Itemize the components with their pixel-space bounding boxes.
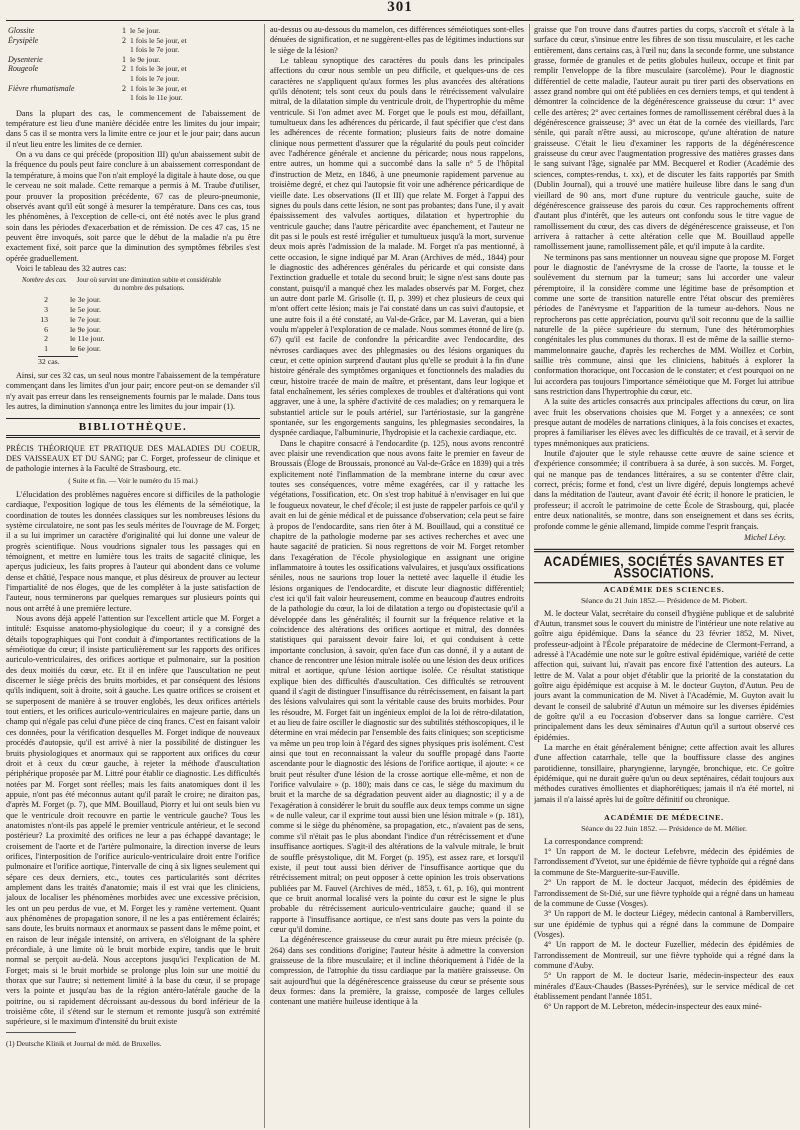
case-count: 1 bbox=[122, 26, 126, 35]
academy-medecine-title: ACADÉMIE DE MÉDECINE. bbox=[604, 813, 724, 823]
drop-day: le 5e jour. bbox=[70, 305, 101, 315]
table-row bbox=[22, 295, 260, 305]
case-count: 2 bbox=[122, 83, 126, 93]
paragraph: Ne terminons pas sans mentionner un nouveau signe que propose M. Forget pour le diagnostic de l'anévrysme de la crosse de l'aorte, la tousse et le soulèvement du sternum par la tumeur; sans lui accorder une valeur péremptoire, il la considère comme une légitime base de présomption et comme une sorte de transition naturelle entre l'état obscur des premières périodes de l'anévrysme et l'apparition de la tumeur au-dehors. Nous ne reprocherons pas cette appréciation, pourvu qu'il soit reconnu que de la saillie naturelle de la pièce supérieure du sternum, l'une des hétéromorphies congénitales les plus communes du thorax. Il est de même de la saillie sterno-mammelonnaire gauche, d'après les recherches de MM. Woillez et Corbin, saillie très commune, ainsi que les cliniciens, habitués à explorer la conformation thoracique, ont l'occasion de le constater; et c'est pourquoi on ne lui accordera pas toujours l'importance séméiotique que M. Forget lui attribue sans restriction dans l'hypertrophie du cœur, etc. bbox=[534, 252, 794, 397]
case-day: 1 fois le 7e jour. bbox=[130, 73, 180, 83]
drop-day: le 11e jour. bbox=[70, 334, 105, 344]
drop-day: le 9e jour. bbox=[70, 324, 101, 334]
list-item: 5° Un rapport de M. le docteur Isarie, médecin-inspecteur des eaux minérales d'Eaux-Chaudes (Basses-Pyrénées), sur le service médical de cet établissement pendant l'année 1851. bbox=[534, 971, 794, 1001]
case-count: 3 bbox=[44, 305, 48, 315]
footnote: (1) Deutsche Klinik et Journal de méd. de Bruxelles. bbox=[6, 1038, 162, 1048]
paragraph: au-dessus ou au-dessous du mamelon, ces différences séméiotiques sont-elles dénuées de signification, et ne suggèrent-elles pas de légitimes inductions sur le siège de la lésion? bbox=[270, 25, 524, 55]
case-count: 1 bbox=[122, 54, 126, 64]
case-count: 2 bbox=[44, 295, 48, 305]
book-title: PRÉCIS THÉORIQUE ET PRATIQUE DES MALADIES DU COEUR, DES VAISSEAUX ET DU SANG; par C. Forget, professeur de clinique et de pathologie internes à la Faculté de Strasbourg, etc. bbox=[6, 443, 260, 474]
table-row bbox=[22, 305, 260, 315]
column-1 bbox=[6, 25, 260, 1127]
paragraph: La dégénérescence graisseuse du cœur aurait pu être mieux précisée (p. 264) dans ses conditions d'origine; l'auteur hésite à admettre la conversion graisseuse de la fibre musculaire; et il incline théoriquement à l'idée de la compression, de l'atrophie du tissu cardiaque par la matière graisseuse. On sait aujourd'hui que la dégénérescence graisseuse du cœur se présente sous deux formes: dans la première, la graisse, composée de larges cellules contenant une matière huileuse identique à la bbox=[270, 935, 524, 1007]
list-item: 2° Un rapport de M. le docteur Jacquot, médecin des épidémies de l'arrondissement de St-Dié, sur une fièvre typhoïde qui a régné dans un hameau de la commune de Cusse (Vosges). bbox=[534, 878, 794, 908]
table-row bbox=[6, 45, 260, 55]
case-day: le 5e jour. bbox=[130, 26, 161, 35]
case-day: 1 fois le 7e jour. bbox=[130, 45, 180, 55]
table-row bbox=[22, 344, 260, 354]
case-day: 1 fois le 11e jour. bbox=[130, 93, 183, 103]
case-count: 13 bbox=[40, 314, 48, 324]
table-header: Nombre des cas. bbox=[22, 277, 67, 285]
paragraph: Voici le tableau des 32 autres cas: bbox=[16, 263, 127, 273]
section-title-bibliotheque: BIBLIOTHÈQUE. bbox=[6, 418, 260, 437]
table-row bbox=[6, 64, 260, 74]
list-item: 1° Un rapport de M. le docteur Lefebvre, médecin des épidémies de l'arrondissement d'Yvetot, sur une épidémie de fièvre typhoïde qui a régné dans la commune de Ste-Marguerite-sur-Fauville. bbox=[534, 847, 794, 877]
table-row bbox=[6, 74, 260, 84]
column-2 bbox=[270, 25, 524, 1127]
table-row bbox=[6, 84, 260, 94]
author-signature: Michel Lévy. bbox=[744, 532, 786, 542]
case-disease: Dysenterie bbox=[8, 54, 43, 64]
table-header: Jour où survint une diminution subite et considérable du nombre des pulsations. bbox=[76, 277, 222, 293]
case-disease: Glossite bbox=[8, 26, 35, 35]
case-count: 6 bbox=[44, 324, 48, 334]
paragraph: M. le docteur Valat, secrétaire du conseil d'hygiène publique et de salubrité d'Autun, transmet sous le couvert du ministre de l'intérieur une note relative au goître aigu épidémique. Dans la séance du 23 février 1852, M. Nivet, professeur-adjoint à l'École préparatoire de médecine de Clermont-Ferrand, a adressé à l'Académie une note sur le goître estival épidémique, variété de cette affection qui, suivant lui, n'avait pas encore fixé l'attention des auteurs. La lettre de M. Valat a pour objet d'établir que la priorité de la constatation du goître aigu épidémique est acquise à M. le docteur Guyton, d'Autun. Peu de jours avant la communication de M. Nivet à l'Académie, M. Guyton avait lu devant le conseil de salubrité d'Autun un mémoire sur les diverses épidémies de goître qu'il a eu l'occasion d'observer dans sa longue carrière. C'est principalement dans les deux séminaires d'Autun qu'il a surtout observé ces épidémies. bbox=[534, 608, 794, 742]
column-divider bbox=[529, 24, 530, 1128]
case-day: 1 fois le 5e jour, et bbox=[130, 35, 187, 45]
case-disease: Fièvre rhumatismale bbox=[8, 83, 75, 93]
header-rule bbox=[6, 20, 794, 21]
list-item: 6° Un rapport de M. Lebreton, médecin-inspecteur des eaux miné- bbox=[544, 1002, 762, 1012]
paragraph: La correspondance comprend: bbox=[544, 836, 644, 846]
table-row bbox=[22, 325, 260, 335]
footnote-rule bbox=[6, 1032, 76, 1033]
table-row bbox=[6, 93, 260, 103]
academy-sciences-title: ACADÉMIE DES SCIENCES. bbox=[603, 584, 725, 594]
paragraph: graisse que l'on trouve dans d'autres parties du corps, s'accroît et s'étale à la surface du cœur, s'insinue entre les fibres de son tissu musculaire, et les cache entièrement, dans certains cas, à l'œil nu; dans la seconde forme, une substance grasse, formée de granules et de petits globules huileux, occupe et finit par remplir l'enveloppe de la fibre musculaire (sarcolème). Pour le diagnostic différentiel de cette maladie, l'auteur aurait pu tirer parti des observations en assez grand nombre qui ont été publiées en ces derniers temps, et qui tendent à démontrer la coïncidence de la dégénérescence graisseuse du cœur: 1° avec celle des artères; 2° avec certaines formes de ramollissement cérébral dues à la dégénérescence graisseuse; 3° avec un état de la cornée des vieillards, l'arc sénile, qui paraît n'être aussi, au microscope, qu'une altération de nature graisseuse. C'était le lieu d'examiner les rapports de la dégénérescence graisseuse du cœur avec l'augmentation progressive des matières grasses dans le sang suivant l'âge, signalée par MM. Becquerel et Rodier (Académie des sciences, comptes-rendus, t. xx), et de discuter les faits rapportés par Smith (Dublin Journal), qui a trouvé une matière huileuse libre dans le sang d'un vieillard de 90 ans, mort d'une rupture du ventricule gauche, suite de dégénérescence graisseuse des parois du cœur. Ces rapprochements offrent d'autant plus d'intérêt, que les auteurs ont confondu sous le titre vague de ramollissement du cœur, des cas divers de dégénérescence graisseuse, et l'on arrivera à rattacher à cette altération celle que M. Bouillaud appelle ramollissement jaune, ramollissement pâle, et qu'il impute à la cardite. bbox=[534, 25, 794, 252]
table-row bbox=[6, 55, 260, 65]
case-day: 1 fois le 3e jour, et bbox=[130, 83, 187, 93]
drop-day: le 6e jour. bbox=[70, 344, 101, 354]
paragraph: Nous avons déjà appelé l'attention sur l'excellent article que M. Forget a intitulé: Esquisse anatomo-physiologique du coeur; il y a consigné des détails topographiques qui l'ont conduit à d'importantes rectifications de la séméiotique du cœur; il insiste particulièrement sur les rapports des orifices auriculo-ventriculaires, des orifices aortique et pulmonaire, sur la position des deux moitiés du cœur, etc. Et il en infère que l'auscultation ne peut discerner le siège précis des bruits morbides, et par conséquent des lésions qu'ils indiquent, soit à droite, soit à gauche. Les quatre orifices se croisent et se superposent de manière à se trouver englobés, les deux orifices artériels tout entiers, et les orifices auriculo-ventriculaires en majeure partie, dans un champ qui n'égale pas celui d'une pièce de cinq francs. C'est en faisant valoir ces données, pour la vérification desquelles M. Forget indique de nouveaux procédés d'autopsie, qu'il est arrivé à nier la possibilité de distinguer les bruits physiologiques et anormaux qui se rapportent aux orifices du cœur droit et à ceux du cœur gauche, à rejeter la méthode d'auscultation périphérique proposée par M. Littré pour établir ce diagnostic. Les difficultés notées par M. Forget sont réelles; mais les faits anatomiques dont il les appuie, n'ont pas été méconnus autant qu'il paraît le croire; ne diraiton pas, d'après M. Forget (p. 7), que MM. Bouillaud, Piorry et lui ont seuls bien vu que le ventricule droit recouvre en partie le ventricule gauche? Tous les anatomistes n'ont-ils pas appelé le premier ventricule antérieur, et le second postérieur? La proximité des orifices ne leur a pas échappé davantage; le croisement de l'aorte et de l'artère pulmonaire, la direction inverse de leurs orifices, l'interposition de l'orifice auriculo-ventriculaire droit entre l'orifice pulmonaire et l'orifice aortique, l'intervalle de cinq à six lignes seulement qui sépare ces deux derniers, etc., toutes ces particularités sont décrites amplement dans les traités d'anatomie; mais il est vrai que les cliniciens, jaloux de localiser les phénomènes morbides avec une excessive précision, les ont un peu perdus de vue, et M. Forget les y ramène vertement. Quant aux phénomènes de propagation sonore, il ne les a pas entièrement éclairés; sans doute, les bruits normaux et anormaux se passent dans le même point, et en raison de leur inégale intensité, on arrivera, en s'éloignant de la sphère précordiale, à une limite où le bruit morbide expire, tandis que le bruit normal se perçoit au-delà. Nous acceptons jusqu'ici l'explication de M. Forget; mais si le bruit morbide se prolonge plus loin sur une moitié du thorax que sur l'autre; si nettement limité à la base du cœur, il se propage vers la pointe et jusqu'au bas de la région antéro-latérale gauche de la poitrine, ou si rapidement décroissant au-dessous du bord inférieur de la troisième côte, il s'étend sur le sternum et remonte jusqu'à son extrémité supérieure, si le maximum d'intensité du bruit existe bbox=[6, 614, 260, 1027]
pulse-drop-table bbox=[22, 277, 260, 367]
table-row bbox=[22, 315, 260, 325]
cases-table bbox=[6, 26, 260, 103]
paragraph: Ainsi, sur ces 32 cas, un seul nous montre l'abaissement de la température commençant dans les limites d'un jour pair; encore peut-on se demander s'il n'y avait pas erreur dans les renseignements fournis par le malade. Dans tous les autres, la diminution s'annonça entre les limites du jour impair (1). bbox=[6, 370, 260, 411]
column-3 bbox=[534, 25, 794, 1127]
table-row bbox=[22, 334, 260, 344]
paragraph: A la suite des articles consacrés aux principales affections du cœur, on lira avec fruit les observations choisies que M. Forget y a annexées; ce sont presque autant de modèles de narrations cliniques, à la fois concises et exactes, propres à familiariser les élèves avec les difficultés de ce travail, et à servir de types mnémoniques aux praticiens. bbox=[534, 397, 794, 448]
paragraph: Le tableau synoptique des caractères du pouls dans les principales affections du cœur nous semble un peu difficile, et quelques-uns de ces caractères ne s'appliquent qu'aux formes les plus avancées des altérations qu'ils dénotent; tels sont ceux du pouls dans le rétrécissement valvulaire mitral, de la dilatation simple du ventricule droit, de l'hypertrophie du même ventricule. Si l'on admet avec M. Forget que le pouls est mou, défaillant, tumultueux dans les adhérences du péricarde, il faut spécifier que c'est dans les adhérences de récente formation; plusieurs faits de notre domaine clinique nous permettent d'assurer que la régularité du pouls peut coïncider avec l'adhérence générale et ancienne du péricarde; nous nous rappelons, entre autres, un homme qui a succombé dans la salle n° 5 de l'hôpital d'instruction de Metz, en 1846, à une pneumonie rapidement parvenue au troisième degré, et chez qui l'autopsie fit voir une adhérence péricardique de vieille date. Les observations (II et III) que relate M. Forget à l'appui des signes du pouls dans cette lésion, ne sont pas probantes; dans l'une, il y avait épaississement des valvules aortiques, dilatation et hypertrophie du ventricule gauche; dans l'autre péricardite avec épanchement, et l'auteur ne dit pas si le pouls est resté irrégulier et tumultueux jusqu'à la mort, survenue deux mois après l'admission de la malade. M. Forget n'a pas mentionné, à cette occasion, le signe indiqué par M. Aran (Archives de méd., 1844) pour le diagnostic des adhérences générales du péricarde et qui consiste dans l'extinction graduelle et totale du second bruit; le signe n'est sans doute pas constant, puisqu'il a manqué chez les malades observés par M. Forget, chez un autre dont parle M. Grisolle (t. II, p. 399) et chez plusieurs de ceux qui m'ont offert cette lésion; mais je l'ai constaté dans un cas suivi d'autopsie, et une autre fois il a été constaté, au Val-de-Grâce, par M. Laveran, qui a bien voulu m'appeler à l'exploration de ce malade. Nous sommes étonné de lire (p. 67) qu'il est facile de confondre la péricardite avec l'endocardite, des névroses cardiaques avec des phlegmasies ou des lésions organiques du cœur, et cette opinion surprend d'autant plus qu'elle se produit à la fin d'une histoire générale des symptômes organiques et fonctionnels des maladies du cœur, histoire tracée de main de maître, et présentant, dans leur logique et fatal enchaînement, les séries complexes de troubles et d'altérations qui vont aggraver, une à une, la sphère d'activité de ces maladies; on y remarquera le substantiel article sur le pouls artériel, sur l'artériostasie, sur la gangrène spontanée, sur les engorgements sanguins, les phlegmasies secondaires, la dyspnée cardiaque, l'albuminurie, l'hydropisie et la cachexie cardiaque, etc. bbox=[270, 56, 524, 438]
drop-day: le 7e jour. bbox=[70, 314, 101, 324]
table-total: 32 cas. bbox=[38, 357, 60, 367]
paragraph: La marche en était généralement bénigne; cette affection avait les allures d'une affection catarrhale, telle que la bouffissure classe des angines parotidienne, tonsillaire, pharyngienne, laryngée, bronchique, etc. Ce goître épidémique, qui ne durait guère qu'un ou deux septénaires, cédait toujours aux méthodes curatives émollientes et diaphorétiques; jamais il n'a été mortel, ni jamais il n'a laissé après lui de goître définitif ou chronique. bbox=[534, 743, 794, 804]
separator-rule bbox=[639, 809, 689, 810]
paragraph: Dans la plupart des cas, le commencement de l'abaissement de température est lieu d'une manière décidée entre les limites du jour impair; dans 5 cas il se montra vers la limite entre ce jour et le jour pair; dans aucun il n'eut lieu entre les limites de ce dernier. bbox=[6, 108, 260, 149]
case-count: 1 bbox=[44, 344, 48, 354]
case-disease: Érysipèle bbox=[8, 35, 39, 45]
book-continuation-note: ( Suite et fin. — Voir le numéro du 15 mai.) bbox=[68, 475, 198, 485]
case-count: 2 bbox=[122, 35, 126, 45]
case-day: 1 fois le 3e jour, et bbox=[130, 64, 187, 74]
paragraph: On a vu dans ce qui précède (proposition III) qu'un abaissement subit de la fréquence du pouls peut faire conclure à un abaissement correspondant de la température, à moins que l'on n'ait employé la digitale à haute dose, ou que le cerveau ne soit malade. Cette remarque a permis à M. Traube d'utiliser, pour prouver la proposition précédente, 67 cas de pleuro-pneumonie, observés avant qu'il eût songé à mesurer la température. Dans ces cas, tous les phénomènes, à l'exception de celle-ci, ont été notés avec le plus grand soin dans les périodes d'exacerbation et de rémission. De ces 47 cas, 15 ne peuvent être invoqués, soit parce que le début de la maladie n'a pu être exactement fixé, soit parce que la diminution des symptômes fébriles s'est opérée graduellement. bbox=[6, 150, 260, 263]
table-row bbox=[6, 36, 260, 46]
paragraph: Dans le chapitre consacré à l'endocardite (p. 125), nous avons rencontré avec plaisir une revendication que nous avons faite le premier en faveur de Broussais (Éloge de Broussais, prononcé au Val-de-Grâce en 1839) qui a très explicitement noté l'inflammation de la membrane interne du cœur avec toutes ses conséquences, votre même exagérées, car il y rattache les végétations, l'ossification, etc. On s'est trop habitué à n'envisager en lui que le fougueux novateur, le chef d'école; il est juste de rappeler parfois ce qu'il y avait en lui de génie médical et de puissance d'observation; cela peut se faire à propos de l'endocardite, sans rien ôter à M. Bouillaud, qui a constitué ce chapitre de la pathologie moderne par ses actives recherches et avec une haute sagacité de praticien. Si nous regrettons de voir M. Forget retomber dans l'exagération de l'école physiologique en assignant une origine inflammatoire à toutes les ossifications valvulaires, et jusqu'aux ossifications séniles, nous ne saurions trop louer la netteté avec laquelle il étudie les lésions organiques de l'endocardite, et discute leur diagnostic différentiel; c'est ici qu'il fait valoir heureusement, comme en beaucoup d'autres endroits de la pathologie du cœur, la loi de dilatation a tergo ou d'opistectasie qu'il a développée dans les généralités; il fournit sur la fréquence relative et la coïncidence des altérations des orifices aortique et mitral, des données statistiques qui paraissent devoir faire loi, et qui conduisent à cette importante conclusion, à savoir, qu'en face d'un cas donné, il y a autant de chance de rencontrer une lésion mitrale isolée ou une lésion des deux orifices mitral et aortique, qu'une lésion aortique isolée. Ce résultat statistique explique bien des difficultés d'auscultation. Ces difficultés se retrouvent quand il s'agit de distinguer l'insuffisance du rétrécissement, en faisant la part des lésions valvulaires qui sont la véritable cause des bruits morbides. Pour les résoudre, M. Forget fait un ingénieux emploi de la loi de rétro-dilatation, et au lieu de faire osciller le diagnostic sur des subtilités stéthoscopiques, il le détermine en vrai médecin par l'ensemble des faits cliniques; son scepticisme va même un peu trop loin à l'égard des signes physiques pris isolément. C'est ainsi que tout en reconnaissant la valeur du souffle propagé dans l'aorte ascendante pour le diagnostic des lésions de l'orifice aortique, il ajoute: « ce bruit peut résulter d'une lésion de la crosse aortique elle-même, et non de l'orifice valvulaire » (p. 180); mais dans ce cas, le siège du maximum du bruit et la marche de sa dégradation peuvent aider au diagnostic; il y a de l'exagération à considérer le bruit du souffle aux deux temps comme un signe « de nulle valeur, car il exprime tout aussi bien une lésion mitrale » (p. 181), comme si le siège du phénomène, sa propagation, etc., n'avaient pas de sens, comme s'il n'était pas le plus abondant l'indice d'un rétrécissement et d'une insuffisance aortiques. S'agit-il des altérations de la valvule mitrale, le bruit de souffle présystolique, dit M. Forget (p. 195), est assez rare, et lorsqu'il existe, il peut tout aussi bien dériver de l'insuffisance aortique que du rétrécissement mitral; on peut opposer à cette opinion les trois observations publiées par M. Fauvel (Archives de méd., 1853, t. 61, p. 16), qui montrent que ce bruit anormal localisé vers la pointe du cœur est le signe le plus probable du rétrécissement auriculo-ventriculaire gauche; quand il se rapporte à l'insuffisance aortique, ce n'est sans doute pas vers la pointe du cœur qu'il domine. bbox=[270, 438, 524, 934]
case-disease: Rougeole bbox=[8, 64, 39, 74]
list-item: 3° Un rapport de M. le docteur Liégey, médecin cantonal à Rambervillers, sur une épidémie de typhus qui a régné dans la commune de Dompaire (Vosges). bbox=[534, 909, 794, 939]
section-title-academies: ACADÉMIES, SOCIÉTÉS SAVANTES ET ASSOCIATIONS. bbox=[534, 549, 794, 583]
list-item: 4° Un rapport de M. le docteur Fuzellier, médecin des épidémies de l'arrondissement de Montreuil, sur une fièvre typhoïde qui a régné dans la commune d'Auby. bbox=[534, 940, 794, 970]
column-divider bbox=[264, 24, 265, 1128]
session-info: Séance du 21 Juin 1852.— Présidence de M. Piobert. bbox=[580, 596, 748, 606]
page-number: 301 bbox=[387, 0, 413, 15]
case-count: 2 bbox=[44, 334, 48, 344]
paragraph: L'élucidation des problèmes naguères encore si difficiles de la pathologie cardiaque, l'exposition logique de tous les éléments de la séméiotique, la coordination de toutes les données classiques sur les nombreuses lésions du système circulatoire, ne sont pas les seuls mérites de l'ouvrage de M. Forget; il a su lui imprimer un caractère d'originalité qui lui donne une valeur de progrès scientifique. Nous voudrions signaler tous les passages qui en témoignent, et mettre en lumière tous les traits de sagacité clinique, les aperçus judicieux, les faits propres à l'auteur qui abondent dans ce volume dense et châtié, l'espace nous manque, et plus désireux de prouver au lecteur l'impartialité de nos éloges, que de les compléter à la juste satisfaction de l'auteur, nous terminerons par quelques remarques sur plusieurs points qui nous ont arrêté à une première lecture. bbox=[6, 489, 260, 613]
case-count: 2 bbox=[122, 64, 126, 74]
case-day: le 9e jour. bbox=[130, 54, 161, 64]
paragraph: Inutile d'ajouter que le style rehausse cette œuvre de saine science et d'expérience consommée; il contribuera à sa durée, à son succès. M. Forget, qui ne manque pas de tendances littéraires, a su se contenter d'être clair, correct, précis; forme et fond, c'est un livre digéré, depuis longtemps achevé dans la méditation de l'auteur, avant d'avoir été écrit; il honore le praticien, le professeur; il accroît le patrimoine de cette École de Strasbourg, qui, placée entre deux nationalités, se montre, dans son enseignement et dans ses écrits, profonde comme le génie allemand, limpide comme l'esprit français. bbox=[534, 449, 794, 531]
table-row bbox=[6, 26, 260, 36]
drop-day: le 3e jour. bbox=[70, 295, 101, 305]
session-info: Séance du 22 Juin 1852. — Présidence de M. Mélier. bbox=[581, 824, 747, 834]
